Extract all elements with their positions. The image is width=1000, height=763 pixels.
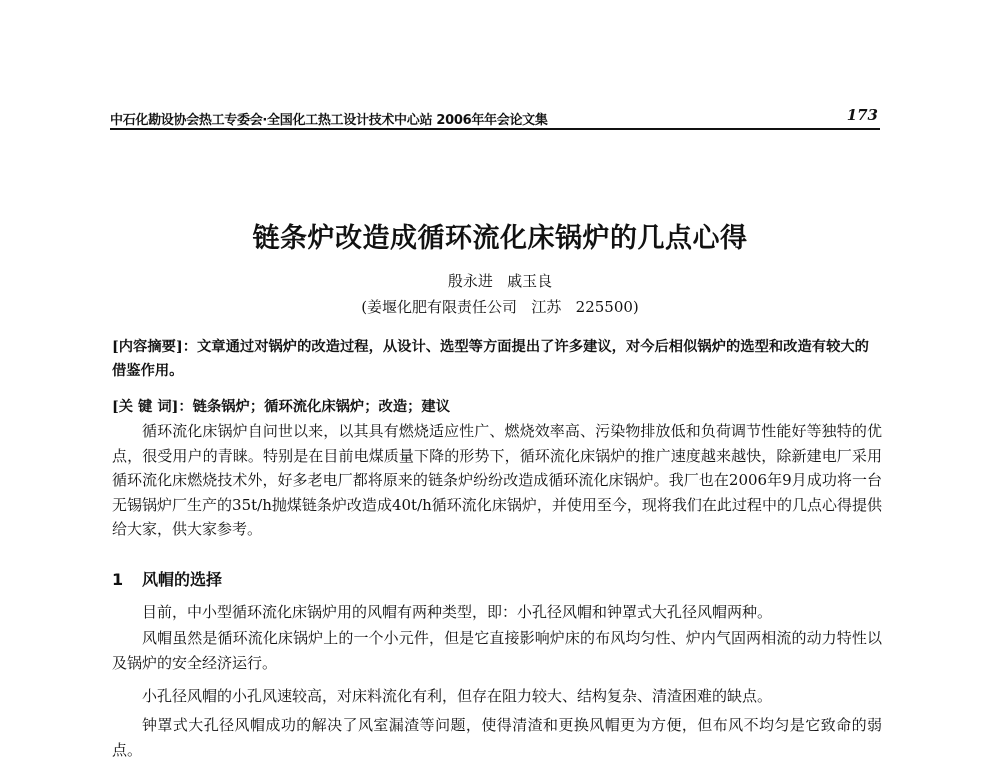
section-paragraph: 钟罩式大孔径风帽成功的解决了风室漏渣等问题，使得清渣和更换风帽更为方便，但布风不均匀是它致命的弱点。 — [112, 716, 882, 759]
keywords-label: [关 键 词]： — [112, 399, 193, 415]
article-affiliation: (姜堰化肥有限责任公司 江苏 225500) — [361, 298, 639, 316]
keywords — [112, 395, 882, 419]
abstract-label: [内容摘要]： — [112, 339, 198, 355]
section-title: 风帽的选择 — [142, 570, 223, 589]
article-title: 链条炉改造成循环流化床锅炉的几点心得 — [252, 223, 748, 254]
running-header — [110, 101, 880, 131]
section-paragraph: 目前，中小型循环流化床锅炉用的风帽有两种类型，即：小孔径风帽和钟罩式大孔径风帽两种。 — [142, 603, 773, 621]
section-number: 1 — [112, 570, 124, 589]
header-rule — [110, 128, 880, 130]
abstract — [112, 335, 882, 383]
intro-paragraph: 循环流化床锅炉自问世以来，以其具有燃烧适应性广、燃烧效率高、污染物排放低和负荷调节性能好等独特的优点，很受用户的青睐。特别是在目前电煤质量下降的形势下，循环流化床锅炉的推广速度越来越快，除新建电厂采用循环流化床燃烧技术外，好多老电厂都将原来的链条炉纷纷改造成循环流化床锅炉。我厂也在2006年9月成功将一台无锡锅炉厂生产的35t/h抛煤链条炉改造成40t/h循环流化床锅炉，并使用至今，现将我们在此过程中的几点心得提供给大家，供大家参考。 — [112, 422, 882, 538]
keywords-text: 链条锅炉；循环流化床锅炉；改造；建议 — [192, 399, 451, 415]
section-paragraph: 小孔径风帽的小孔风速较高，对床料流化有利，但存在阻力较大、结构复杂、清渣困难的缺点。 — [142, 687, 773, 705]
page-number: 173 — [846, 106, 878, 124]
article-authors: 殷永进 戚玉良 — [447, 272, 553, 290]
abstract-text: 文章通过对锅炉的改造过程，从设计、选型等方面提出了许多建议，对今后相似锅炉的选型和改造有较大的借鉴作用。 — [112, 339, 869, 379]
section-heading — [112, 567, 222, 590]
running-title: 中石化勘设协会热工专委会·全国化工热工设计技术中心站 2006年年会论文集 — [110, 113, 548, 128]
section-paragraph: 风帽虽然是循环流化床锅炉上的一个小元件，但是它直接影响炉床的布风均匀性、炉内气固两相流的动力特性以及锅炉的安全经济运行。 — [112, 629, 882, 672]
